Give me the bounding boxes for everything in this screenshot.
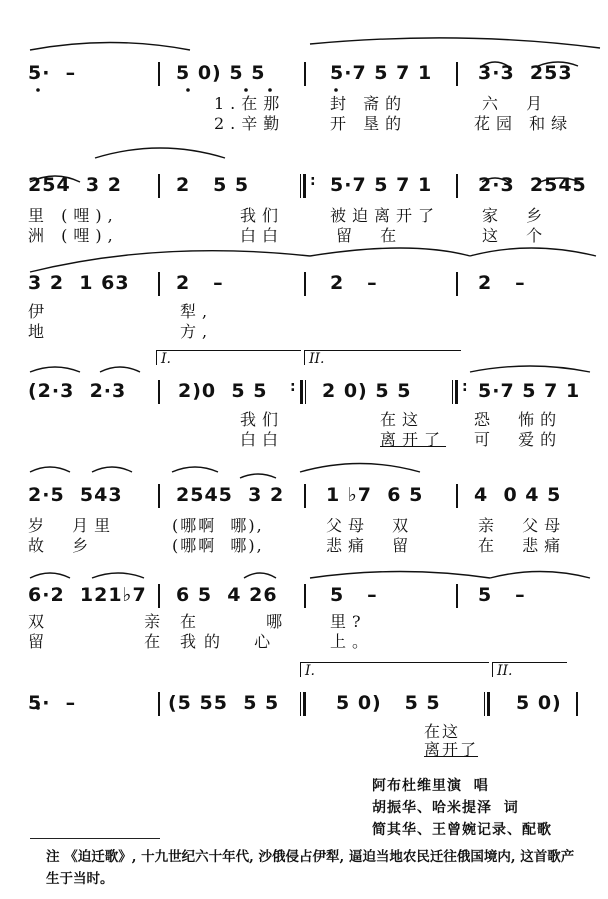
barline xyxy=(576,692,578,716)
barline xyxy=(158,692,160,716)
lyric-verse-2: 可 爱的 xyxy=(474,430,563,449)
measure-notes: (2·3 2·3 xyxy=(28,380,127,402)
lyric-verse-1: 在这 xyxy=(424,722,461,741)
measure-notes: 5· – xyxy=(28,692,77,714)
lyric-verse-1: 1.在那 xyxy=(214,94,286,113)
credit-arrangement: 简其华、王曾婉记录、配歌 xyxy=(372,822,552,838)
measure-notes: 254 3 2 xyxy=(28,174,122,196)
barline xyxy=(158,380,160,404)
lyric-verse-2: 2.辛勤 xyxy=(214,114,286,133)
lyric-verse-2: 方, xyxy=(180,322,214,341)
barline xyxy=(158,62,160,86)
volta-bracket-1: I. xyxy=(300,662,489,677)
repeat-barline xyxy=(484,692,490,716)
lyric-verse-1: 里 (哩), xyxy=(28,206,119,225)
lyric-verse-2: 上。 xyxy=(330,632,375,651)
barline xyxy=(158,174,160,198)
lyric-verse-2: (哪啊 哪), xyxy=(172,536,264,555)
measure-notes: 2 5 5 xyxy=(176,174,250,196)
lyric-verse-2: 故 乡 xyxy=(28,536,95,555)
repeat-barline xyxy=(300,692,306,716)
measure-notes: 5·7 5 7 1 xyxy=(478,380,581,402)
footnote: 注 《迫迁歌》, 十九世纪六十年代, 沙俄侵占伊犁, 逼迫当地农民迁往俄国境内, 这首歌产生于当时。 xyxy=(46,849,575,887)
measure-notes: 2 0) 5 5 xyxy=(322,380,412,402)
lyric-verse-2: 花园 和绿 xyxy=(474,114,574,133)
lyric-verse-1: 在这 xyxy=(380,410,425,429)
lyric-verse-1: (哪啊 哪), xyxy=(172,516,264,535)
barline xyxy=(456,174,458,198)
lyric-verse-1: 父母 双 xyxy=(326,516,415,535)
lyric-verse-2: 留 在 xyxy=(336,226,403,245)
measure-notes: 2)0 5 5 xyxy=(178,380,268,402)
lyric-verse-2: 在 悲痛 xyxy=(478,536,567,555)
measure-notes: 2545 3 2 xyxy=(176,484,285,506)
measure-notes: 5 – xyxy=(478,584,526,606)
lyric-verse-2: 洲 (哩), xyxy=(28,226,119,245)
barline xyxy=(304,62,306,86)
lyric-verse-1: 封 斋的 xyxy=(330,94,408,113)
measure-notes: 6·2 121♭7 xyxy=(28,584,147,606)
lyric-verse-1: 犁, xyxy=(180,302,214,321)
repeat-barline xyxy=(452,380,458,404)
barline xyxy=(304,484,306,508)
volta-bracket-2: II. xyxy=(304,350,461,365)
repeat-dots: : xyxy=(462,379,468,395)
volta-bracket-1: I. xyxy=(156,350,301,365)
repeat-barline xyxy=(300,380,306,404)
measure-notes: 2·5 543 xyxy=(28,484,123,506)
lyric-verse-1: 我们 xyxy=(240,206,285,225)
measure-notes: (5 55 5 5 xyxy=(168,692,280,714)
barline xyxy=(456,484,458,508)
measure-notes: 5·7 5 7 1 xyxy=(330,174,433,196)
lyric-verse-1: 双 亲 xyxy=(28,612,191,631)
lyric-verse-2: 离开了 xyxy=(424,740,479,759)
lyric-verse-2: 地 xyxy=(28,322,51,341)
footnote-rule xyxy=(30,838,160,839)
barline xyxy=(456,62,458,86)
measure-notes: 1 ♭7 6 5 xyxy=(326,484,424,506)
lyric-verse-2: 悲痛 留 xyxy=(326,536,415,555)
barline xyxy=(456,272,458,296)
lyric-verse-1: 岁 月里 xyxy=(28,516,117,535)
lyric-verse-1: 被迫离开了 xyxy=(330,206,441,225)
measure-notes: 4 0 4 5 xyxy=(474,484,562,506)
lyric-verse-1: 恐 怖的 xyxy=(474,410,563,429)
lyric-verse-1: 我们 xyxy=(240,410,285,429)
lyric-verse-2: 白白 xyxy=(240,226,285,245)
measure-notes: 2·3 2545 xyxy=(478,174,587,196)
measure-notes: 2 – xyxy=(330,272,378,294)
lyric-verse-2: 开 垦的 xyxy=(330,114,408,133)
repeat-dots: : xyxy=(290,379,296,395)
lyric-verse-2: 这 个 xyxy=(482,226,549,245)
measure-notes: 3 2 1 63 xyxy=(28,272,130,294)
lyric-verse-1: 家 乡 xyxy=(482,206,549,225)
credit-lyrics: 胡振华、哈米提泽 词 xyxy=(372,800,519,816)
measure-notes: 5 0) 5 5 xyxy=(176,62,266,84)
volta-bracket-2: II. xyxy=(492,662,567,677)
measure-notes: 5 0) 5 5 xyxy=(336,692,441,714)
credit-singer: 阿布杜维里演 唱 xyxy=(372,778,489,794)
barline xyxy=(158,272,160,296)
lyric-verse-1: 六 月 xyxy=(482,94,549,113)
measure-notes: 2 – xyxy=(478,272,526,294)
measure-notes: 6 5 4 26 xyxy=(176,584,278,606)
measure-notes: 5·7 5 7 1 xyxy=(330,62,433,84)
measure-notes: 5 – xyxy=(330,584,378,606)
barline xyxy=(304,272,306,296)
barline xyxy=(304,584,306,608)
barline xyxy=(456,584,458,608)
lyric-verse-2: 留 在 xyxy=(28,632,191,651)
lyric-verse-1: 伊 xyxy=(28,302,51,321)
measure-notes: 2 – xyxy=(176,272,224,294)
lyric-verse-1: 在 哪 xyxy=(180,612,303,631)
measure-notes: 5 0) xyxy=(516,692,562,714)
lyric-verse-1: 里? xyxy=(330,612,367,631)
measure-notes: 5· – xyxy=(28,62,77,84)
barline xyxy=(158,484,160,508)
repeat-barline xyxy=(300,174,306,198)
measure-notes: 3·3 253 xyxy=(478,62,573,84)
lyric-verse-2: 离开了 xyxy=(380,430,447,449)
barline xyxy=(158,584,160,608)
lyric-verse-1: 亲 父母 xyxy=(478,516,567,535)
lyric-verse-2: 我的 心 xyxy=(180,632,279,651)
lyric-verse-2: 白白 xyxy=(240,430,285,449)
repeat-dots: : xyxy=(310,173,316,189)
